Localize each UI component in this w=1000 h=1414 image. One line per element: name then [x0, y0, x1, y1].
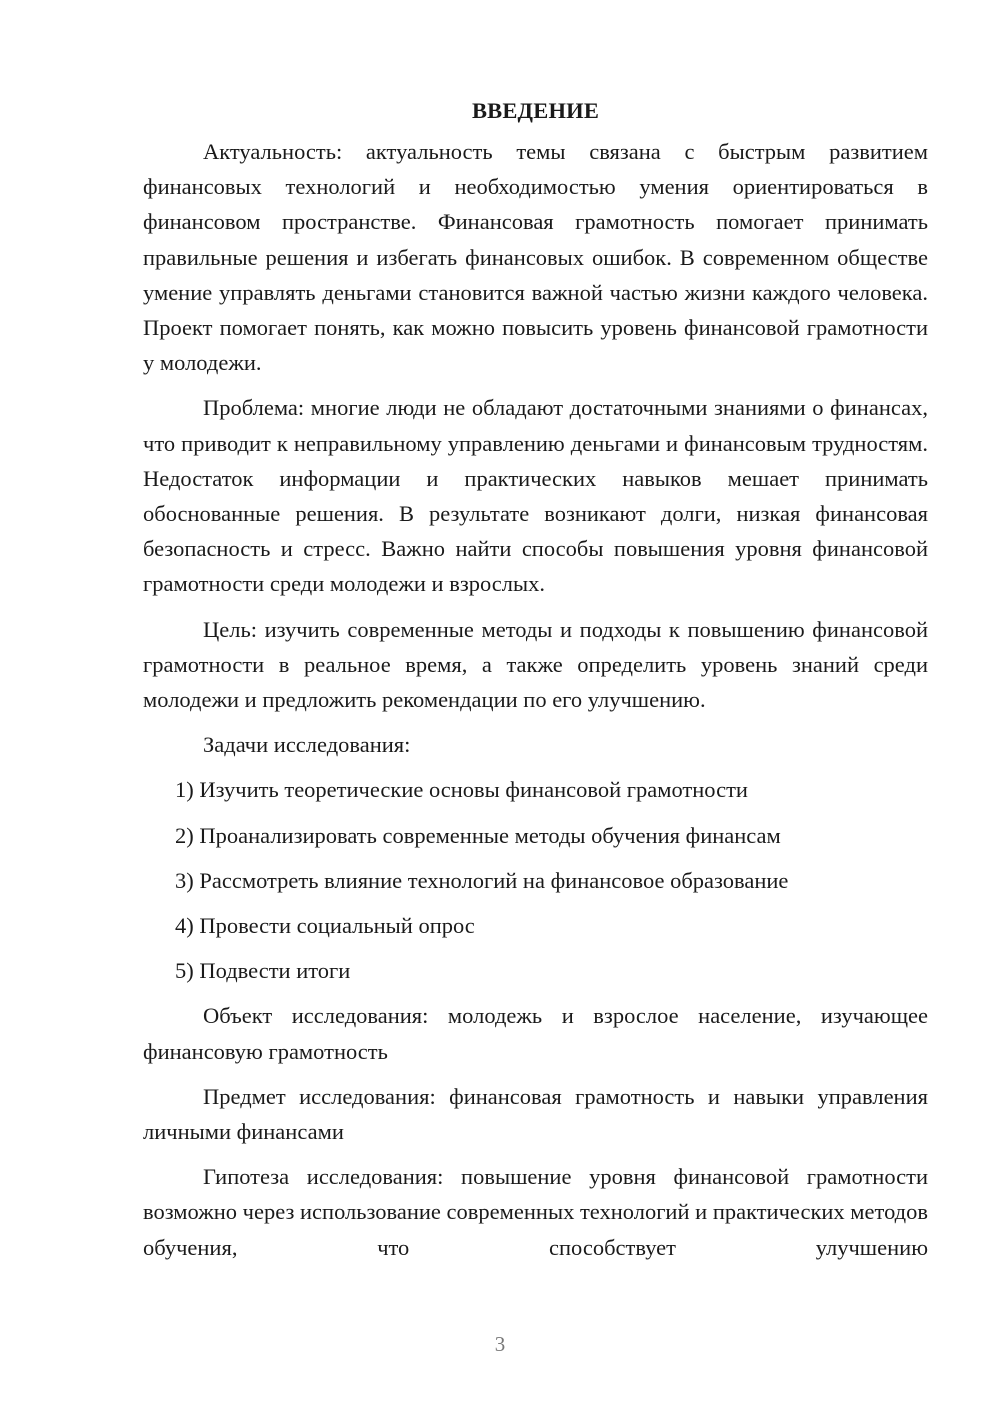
tasks-heading: Задачи исследования:	[203, 732, 411, 758]
task-item-4: 4) Провести социальный опрос	[175, 913, 475, 939]
subject-paragraph: Предмет исследования: финансовая грамотность и навыки управления личными финансами	[143, 1083, 928, 1145]
section-title: ВВЕДЕНИЕ	[471, 98, 600, 123]
tasks-list	[143, 772, 928, 988]
problem-paragraph: Проблема: многие люди не обладают достаточными знаниями о финансах, что приводит к неправильному управлению деньгами и финансовым трудностям. Недостаток информации и практических навыков мешает принимать обоснованные решения. В результате возникают долги, низкая финансовая безопасность и стресс. Важно найти способы повышения уровня финансовой грамотности среди молодежи и взрослых.	[143, 395, 928, 597]
task-item-2: 2) Проанализировать современные методы обучения финансам	[175, 822, 781, 848]
relevance-paragraph: Актуальность: актуальность темы связана с быстрым развитием финансовых технологий и необходимостью умения ориентироваться в финансовом пространстве. Финансовая грамотность помогает принимать правильные решения и избегать финансовых ошибок. В современном обществе умение управлять деньгами становится важной частью жизни каждого человека. Проект помогает понять, как можно повысить уровень финансовой грамотности у молодежи.	[143, 139, 928, 376]
goal-paragraph: Цель: изучить современные методы и подходы к повышению финансовой грамотности в реальное время, а также определить уровень знаний среди молодежи и предложить рекомендации по его улучшению.	[143, 616, 928, 713]
hypothesis-paragraph: Гипотеза исследования: повышение уровня финансовой грамотности возможно через использование современных технологий и практических методов обучения, что способствует улучшению	[143, 1164, 928, 1260]
object-paragraph: Объект исследования: молодежь и взрослое население, изучающее финансовую грамотность	[143, 1003, 928, 1064]
task-item-1: 1) Изучить теоретические основы финансовой грамотности	[175, 777, 748, 803]
task-item-5: 5) Подвести итоги	[175, 958, 351, 984]
task-item-3: 3) Рассмотреть влияние технологий на финансовое образование	[175, 867, 789, 893]
page-content	[143, 96, 928, 1275]
page-number: 3	[494, 1332, 506, 1356]
